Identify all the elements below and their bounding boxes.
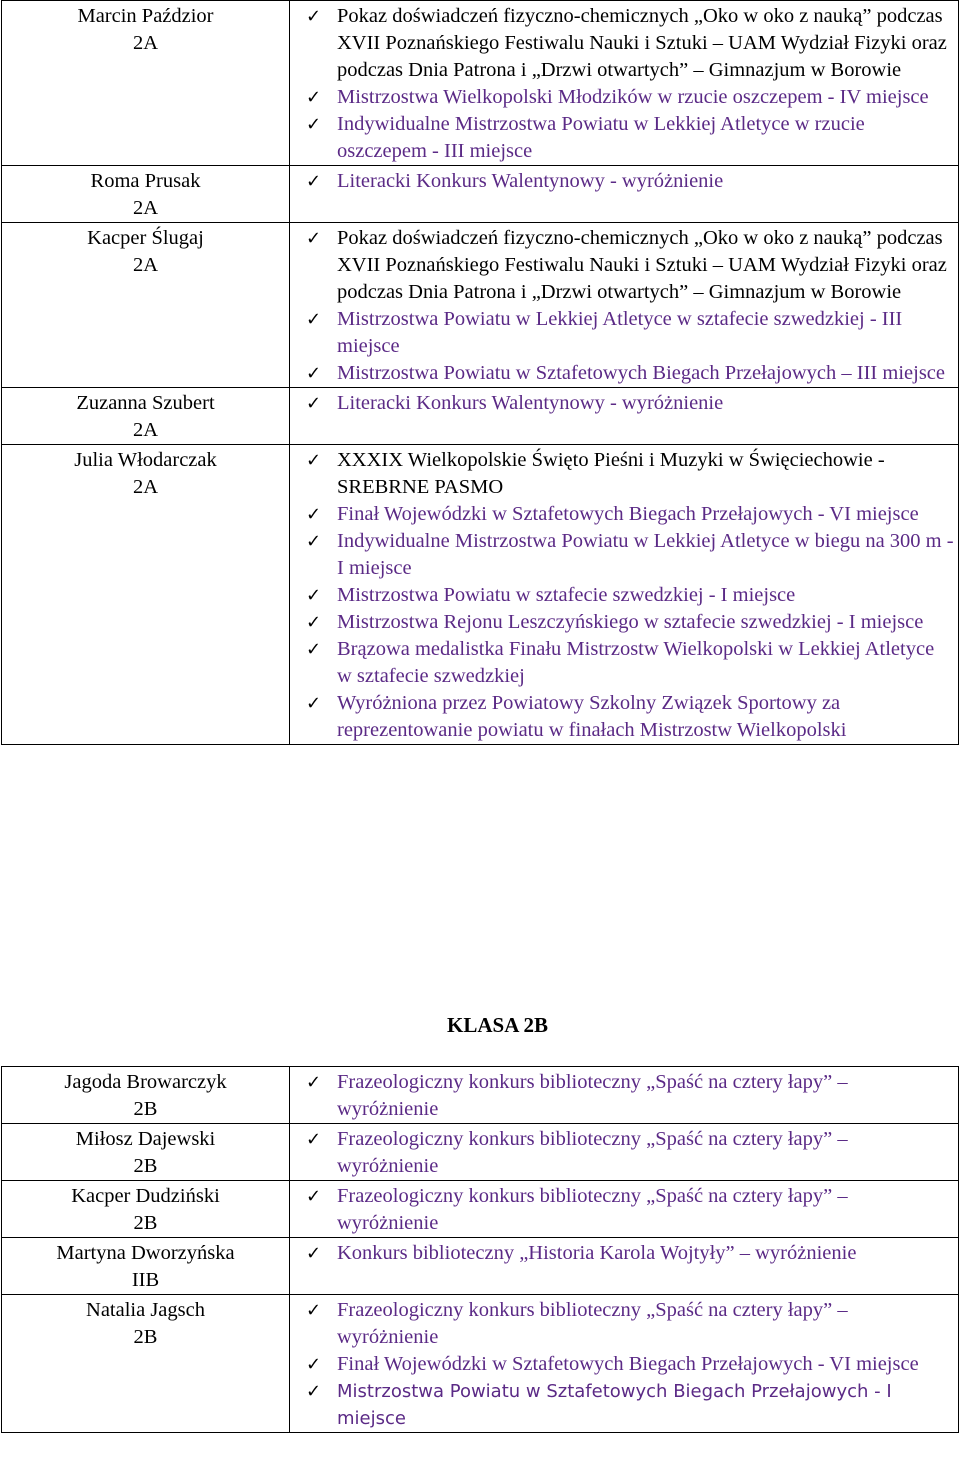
check-icon: ✓ xyxy=(306,504,322,525)
student-cell xyxy=(2,1067,290,1124)
student-name: Kacper Ślugaj xyxy=(87,227,204,249)
achievement-item xyxy=(290,1069,958,1123)
achievement-item xyxy=(290,1126,958,1180)
achievement-text: Frazeologiczny konkurs biblioteczny „Spaść na cztery łapy” – wyróżnienie xyxy=(337,1128,848,1177)
table-row xyxy=(2,445,959,745)
table-row xyxy=(2,1,959,166)
table-row xyxy=(2,223,959,388)
achievement-text: Mistrzostwa Powiatu w Sztafetowych Biegach Przełajowych – III miejsce xyxy=(337,362,945,384)
achievement-text: Literacki Konkurs Walentynowy - wyróżnienie xyxy=(337,392,724,414)
achievement-item xyxy=(290,528,958,582)
check-icon: ✓ xyxy=(306,6,322,27)
student-class: 2B xyxy=(133,1326,158,1348)
achievement-text: Indywidualne Mistrzostwa Powiatu w Lekkiej Atletyce w rzucie oszczepem - III miejsce xyxy=(337,113,865,162)
awards-table-2b xyxy=(1,1066,959,1433)
check-icon: ✓ xyxy=(306,228,322,249)
achievement-item xyxy=(290,609,958,636)
table-row xyxy=(2,1238,959,1295)
achievements-cell xyxy=(290,445,959,745)
achievement-text: Literacki Konkurs Walentynowy - wyróżnienie xyxy=(337,170,724,192)
check-icon: ✓ xyxy=(306,393,322,414)
check-icon: ✓ xyxy=(306,1300,322,1321)
student-class: 2B xyxy=(133,1212,158,1234)
student-cell xyxy=(2,445,290,745)
student-name: Julia Włodarczak xyxy=(74,449,217,471)
check-icon: ✓ xyxy=(306,612,322,633)
check-icon: ✓ xyxy=(306,1243,322,1264)
student-name: Miłosz Dajewski xyxy=(75,1128,216,1150)
table-row xyxy=(2,1295,959,1433)
check-icon: ✓ xyxy=(306,585,322,606)
student-cell xyxy=(2,1295,290,1433)
achievement-item xyxy=(290,84,958,111)
achievement-text: Finał Wojewódzki w Sztafetowych Biegach Przełajowych - VI miejsce xyxy=(337,503,919,525)
student-class: 2B xyxy=(133,1098,158,1120)
check-icon: ✓ xyxy=(306,1072,322,1093)
achievement-text: Indywidualne Mistrzostwa Powiatu w Lekkiej Atletyce w biegu na 300 m - I miejsce xyxy=(337,530,954,579)
achievement-text: Mistrzostwa Wielkopolski Młodzików w rzucie oszczepem - IV miejsce xyxy=(337,86,929,108)
achievement-text: Mistrzostwa Powiatu w sztafecie szwedzkiej - I miejsce xyxy=(337,584,796,606)
student-cell xyxy=(2,1181,290,1238)
achievement-text: Finał Wojewódzki w Sztafetowych Biegach Przełajowych - VI miejsce xyxy=(337,1353,919,1375)
achievements-cell xyxy=(290,223,959,388)
achievements-cell xyxy=(290,388,959,445)
achievement-text: Wyróżniona przez Powiatowy Szkolny Związek Sportowy za reprezentowanie powiatu w finałach Mistrzostw Wielkopolski xyxy=(337,692,847,741)
achievements-cell xyxy=(290,1067,959,1124)
achievement-text: Frazeologiczny konkurs biblioteczny „Spaść na cztery łapy” – wyróżnienie xyxy=(337,1185,848,1234)
achievement-item xyxy=(290,1183,958,1237)
check-icon: ✓ xyxy=(306,1186,322,1207)
check-icon: ✓ xyxy=(306,1129,322,1150)
student-class: 2B xyxy=(133,1155,158,1177)
achievements-cell xyxy=(290,1238,959,1295)
achievement-item xyxy=(290,168,958,195)
student-class: 2A xyxy=(132,254,159,276)
achievement-text: Mistrzostwa Powiatu w Sztafetowych Biegach Przełajowych - I miejsce xyxy=(337,1381,892,1429)
achievement-item xyxy=(290,306,958,360)
achievement-text: Frazeologiczny konkurs biblioteczny „Spaść na cztery łapy” – wyróżnienie xyxy=(337,1071,848,1120)
check-icon: ✓ xyxy=(306,363,322,384)
achievement-item xyxy=(290,582,958,609)
student-class: 2A xyxy=(132,419,159,441)
achievements-cell xyxy=(290,1181,959,1238)
achievement-text: Pokaz doświadczeń fizyczno-chemicznych „Oko w oko z nauką” podczas XVII Poznańskiego Festiwalu Nauki i Sztuki – UAM Wydział Fizyki oraz podczas Dnia Patrona i „Drzwi otwartych” – Gimnazjum w Borowie xyxy=(337,5,947,81)
student-class: 2A xyxy=(132,476,159,498)
achievements-cell xyxy=(290,1,959,166)
achievement-text: Brązowa medalistka Finału Mistrzostw Wielkopolski w Lekkiej Atletyce w sztafecie szwedzkiej xyxy=(337,638,935,687)
student-name: Martyna Dworzyńska xyxy=(56,1242,235,1264)
table-row xyxy=(2,1181,959,1238)
achievement-text: Pokaz doświadczeń fizyczno-chemicznych „Oko w oko z nauką” podczas XVII Poznańskiego Festiwalu Nauki i Sztuki – UAM Wydział Fizyki oraz podczas Dnia Patrona i „Drzwi otwartych” – Gimnazjum w Borowie xyxy=(337,227,947,303)
achievement-item xyxy=(290,225,958,306)
achievement-item xyxy=(290,1297,958,1351)
check-icon: ✓ xyxy=(306,450,322,471)
achievement-item xyxy=(290,501,958,528)
student-cell xyxy=(2,1238,290,1295)
student-name: Natalia Jagsch xyxy=(86,1299,205,1321)
table-row xyxy=(2,1067,959,1124)
achievements-cell xyxy=(290,1124,959,1181)
check-icon: ✓ xyxy=(306,1354,322,1375)
check-icon: ✓ xyxy=(306,309,322,330)
achievement-item xyxy=(290,690,958,744)
table-row xyxy=(2,166,959,223)
achievement-item xyxy=(290,111,958,165)
section-heading-klasa-2b: KLASA 2B xyxy=(447,1013,548,1037)
table-row xyxy=(2,1124,959,1181)
student-name: Zuzanna Szubert xyxy=(76,392,215,414)
achievement-text: XXXIX Wielkopolskie Święto Pieśni i Muzyki w Święciechowie - SREBRNE PASMO xyxy=(337,449,885,498)
student-class: 2A xyxy=(132,197,159,219)
student-cell xyxy=(2,388,290,445)
achievement-item xyxy=(290,360,958,387)
achievement-item xyxy=(290,1240,958,1267)
student-name: Jagoda Browarczyk xyxy=(64,1071,227,1093)
student-class: IIB xyxy=(131,1269,160,1291)
check-icon: ✓ xyxy=(306,639,322,660)
achievement-item xyxy=(290,447,958,501)
achievement-text: Mistrzostwa Powiatu w Lekkiej Atletyce w sztafecie szwedzkiej - III miejsce xyxy=(337,308,903,357)
achievements-cell xyxy=(290,1295,959,1433)
achievement-item xyxy=(290,636,958,690)
check-icon: ✓ xyxy=(306,171,322,192)
achievement-text: Frazeologiczny konkurs biblioteczny „Spaść na cztery łapy” – wyróżnienie xyxy=(337,1299,848,1348)
achievement-text: Mistrzostwa Rejonu Leszczyńskiego w sztafecie szwedzkiej - I miejsce xyxy=(337,611,924,633)
achievement-text: Konkurs biblioteczny „Historia Karola Wojtyły” – wyróżnienie xyxy=(337,1242,857,1264)
student-class: 2A xyxy=(132,32,159,54)
check-icon: ✓ xyxy=(306,87,322,108)
student-name: Roma Prusak xyxy=(90,170,201,192)
achievement-item xyxy=(290,3,958,84)
awards-table-2a xyxy=(1,0,959,745)
student-cell xyxy=(2,166,290,223)
check-icon: ✓ xyxy=(306,531,322,552)
achievement-item xyxy=(290,1378,958,1432)
check-icon: ✓ xyxy=(306,114,322,135)
achievement-item xyxy=(290,390,958,417)
student-cell xyxy=(2,223,290,388)
student-name: Kacper Dudziński xyxy=(71,1185,220,1207)
student-cell xyxy=(2,1124,290,1181)
student-name: Marcin Paździor xyxy=(77,5,214,27)
achievement-item xyxy=(290,1351,958,1378)
table-row xyxy=(2,388,959,445)
student-cell xyxy=(2,1,290,166)
check-icon: ✓ xyxy=(306,693,322,714)
achievements-cell xyxy=(290,166,959,223)
check-icon: ✓ xyxy=(306,1381,322,1402)
